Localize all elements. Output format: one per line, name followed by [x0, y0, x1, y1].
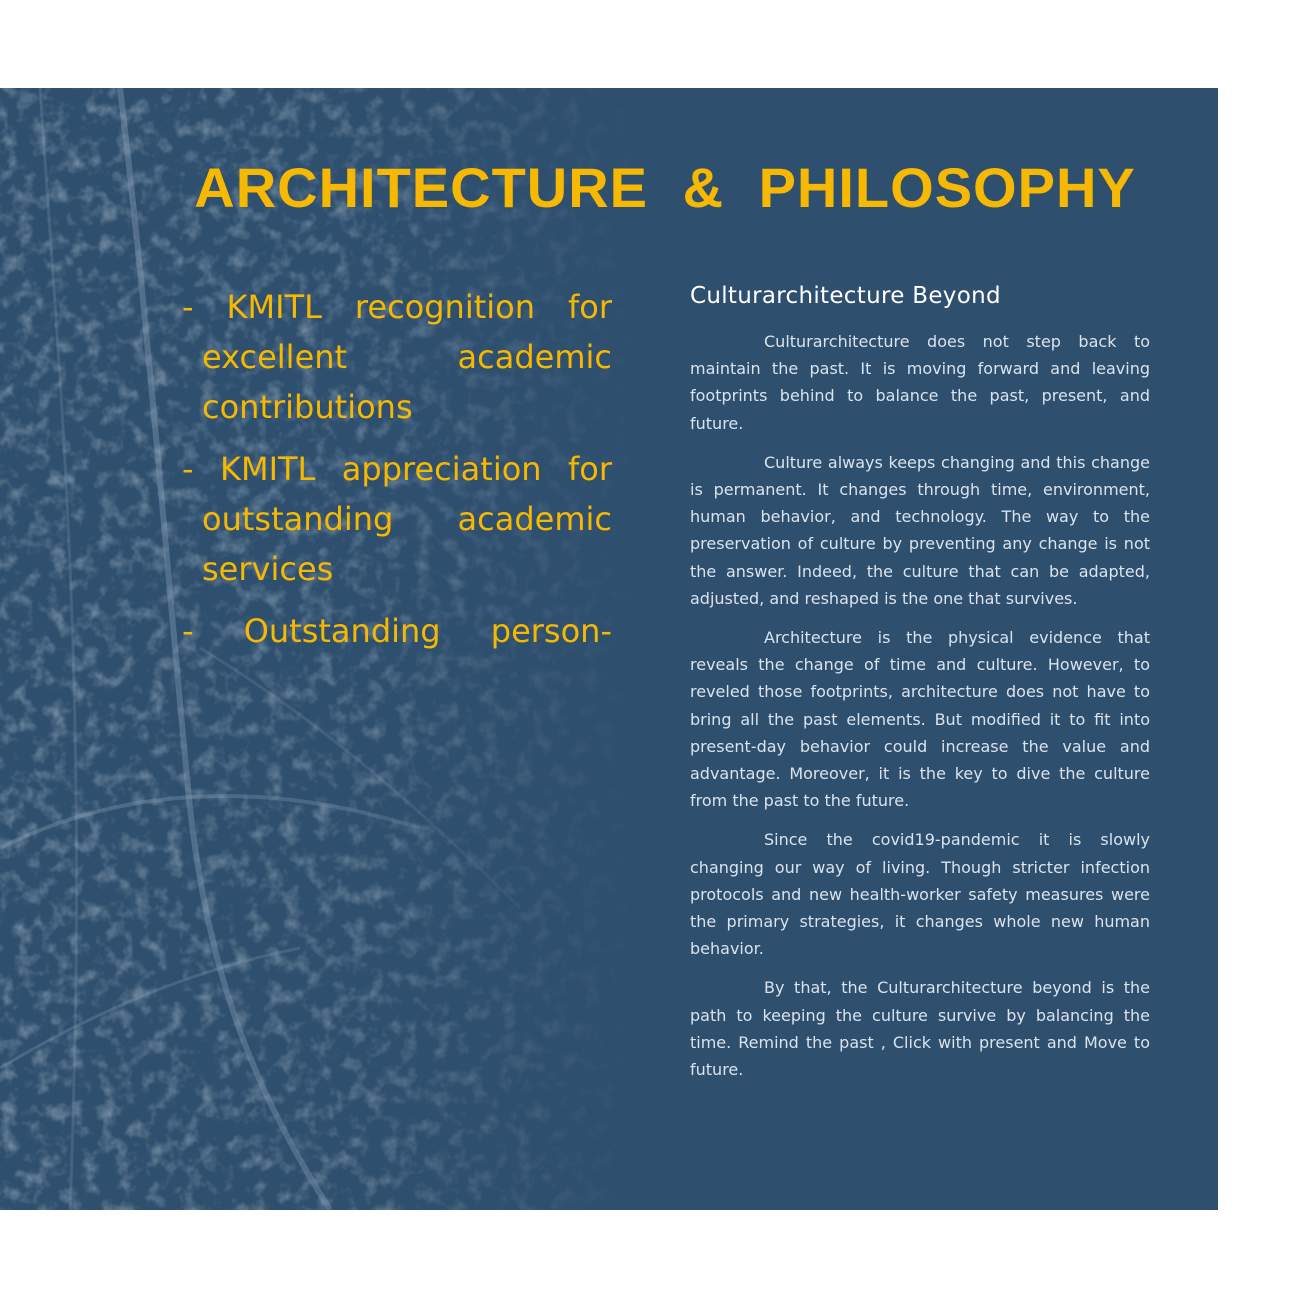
- body-paragraph: Culturarchitecture does not step back to maintain the past. It is moving forward and leaving footprints behind to balance the past, present, and future.: [690, 332, 1150, 433]
- award-item: - Outstanding person-: [182, 612, 612, 650]
- award-item: - KMITL appreciation for outstanding academic services: [182, 450, 612, 588]
- awards-list: [182, 282, 612, 668]
- body-paragraph: Culture always keeps changing and this change is permanent. It changes through time, environment, human behavior, and technology. The way to the preservation of culture by preventing any change is not the answer. Indeed, the culture that can be adapted, adjusted, and reshaped is the one that survives.: [690, 452, 1150, 608]
- body-paragraph: Architecture is the physical evidence that reveals the change of time and culture. However, to reveled those footprints, architecture does not have to bring all the past elements. But modified it to fit into present-day behavior could increase the value and advantage. Moreover, it is the key to dive the culture from the past to the future.: [690, 628, 1150, 811]
- body-paragraph: Since the covid19-pandemic it is slowly changing our way of living. Though stricter infection protocols and new health-worker safety measures were the primary strategies, it changes whole new human behavior.: [690, 830, 1150, 959]
- award-item: - KMITL recognition for excellent academic contributions: [182, 288, 612, 426]
- philosophy-column: [690, 278, 1150, 1095]
- page-title: ARCHITECTURE & PHILOSOPHY: [194, 156, 1136, 219]
- body-paragraph: By that, the Culturarchitecture beyond is the path to keeping the culture survive by balancing the time. Remind the past , Click with present and Move to future.: [690, 978, 1150, 1080]
- section-heading: Culturarchitecture Beyond: [690, 283, 1001, 309]
- content-panel: [0, 88, 1218, 1210]
